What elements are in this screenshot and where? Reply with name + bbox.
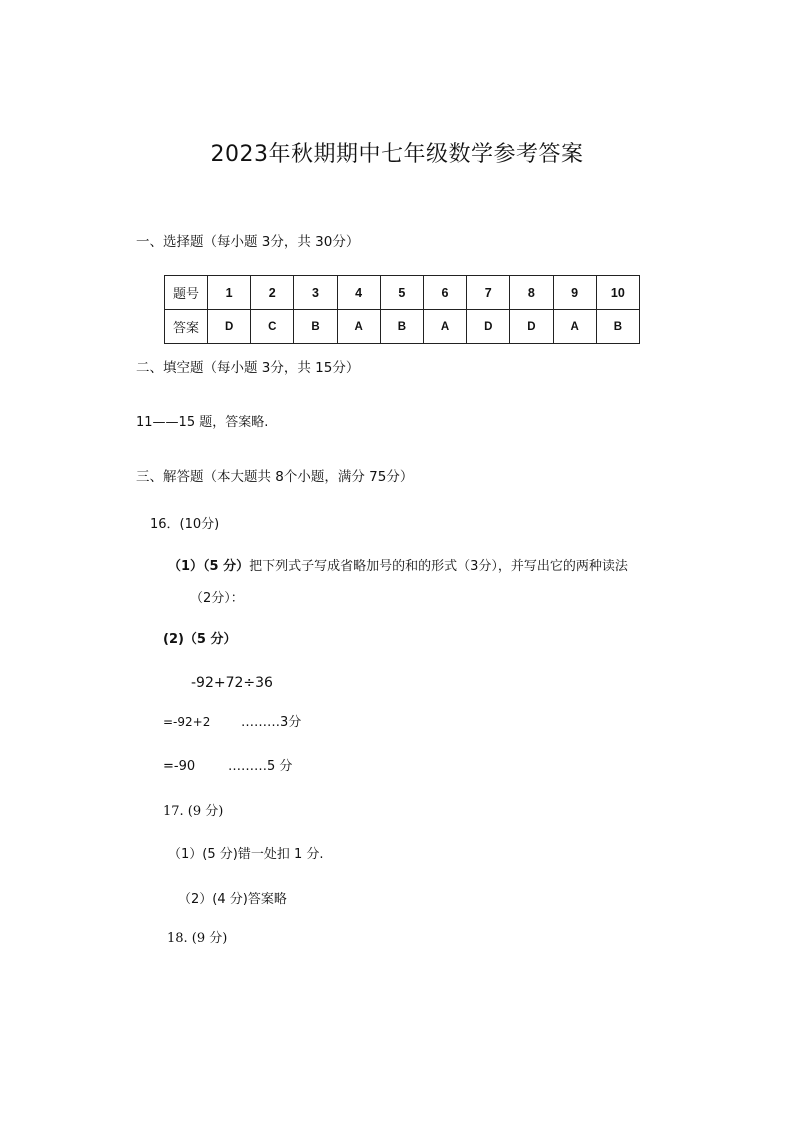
table-cell-number: 3 — [294, 276, 337, 310]
q17-part1: （1）(5 分)错一处扣 1 分. — [168, 847, 324, 862]
table-cell-answer: D — [510, 310, 553, 344]
table-cell-answer: C — [251, 310, 294, 344]
table-cell-answer: A — [553, 310, 596, 344]
table-cell-number: 2 — [251, 276, 294, 310]
answer-table — [164, 275, 640, 344]
page-title: 2023年秋期期中七年级数学参考答案 — [210, 142, 584, 167]
table-cell-answer: D — [208, 310, 251, 344]
table-header-answer: 答案 — [165, 310, 208, 344]
table-cell-number: 8 — [510, 276, 553, 310]
q16-expression: -92+72÷36 — [191, 675, 273, 691]
q16-part1-text: 把下列式子写成省略加号的和的形式（3分），并写出它的两种读法 — [249, 559, 628, 574]
table-cell-answer: B — [294, 310, 337, 344]
q16-step1-score: ………3分 — [241, 715, 302, 730]
table-row-answers — [165, 310, 640, 344]
q16-part1 — [168, 560, 628, 573]
q16-part1-marker: （1）（5 分） — [168, 559, 250, 574]
section-3-heading: 三、解答题（本大题共 8个小题，满分 75分） — [136, 469, 414, 485]
q16-step2-score: ………5 分 — [228, 759, 293, 774]
table-cell-answer: B — [380, 310, 423, 344]
table-cell-number: 5 — [380, 276, 423, 310]
table-cell-number: 7 — [467, 276, 510, 310]
table-cell-number: 10 — [596, 276, 639, 310]
q16-part2-marker: (2)（5 分） — [163, 632, 237, 647]
q16-part1-continuation: （2分）： — [190, 591, 244, 606]
section-2-heading: 二、填空题（每小题 3分，共 15分） — [136, 360, 360, 376]
q17-label: 17. (9 分) — [163, 804, 224, 819]
section-1-heading: 一、选择题（每小题 3分，共 30分） — [136, 234, 360, 250]
table-cell-answer: D — [467, 310, 510, 344]
table-cell-number: 6 — [423, 276, 466, 310]
table-cell-number: 1 — [208, 276, 251, 310]
table-cell-answer: B — [596, 310, 639, 344]
q16-step2: =-90 — [163, 759, 196, 774]
table-cell-answer: A — [423, 310, 466, 344]
table-cell-number: 4 — [337, 276, 380, 310]
table-cell-number: 9 — [553, 276, 596, 310]
section-2-note: 11——15 题，答案略. — [136, 415, 269, 430]
q17-part2: （2）(4 分)答案略 — [178, 892, 287, 907]
q18-label: 18. (9 分) — [167, 931, 228, 946]
table-cell-answer: A — [337, 310, 380, 344]
table-header-question-number: 题号 — [165, 276, 208, 310]
table-row-numbers — [165, 276, 640, 310]
q16-label: 16．(10分) — [150, 517, 220, 532]
q16-step1: =-92+2 — [163, 715, 211, 729]
